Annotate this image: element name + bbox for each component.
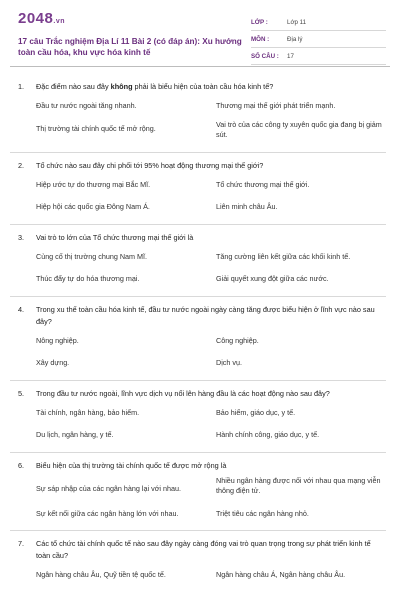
answer-option[interactable]: Sự sáp nhập của các ngân hàng lại với nhau. (36, 483, 181, 493)
question-list (10, 74, 386, 592)
question-text: Trong xu thế toàn cầu hóa kinh tế, đầu tư nước ngoài ngày càng tăng được biểu hiện ở lĩnh vực nào sau đây? (36, 304, 375, 326)
question-3 (10, 225, 386, 297)
answer-option[interactable]: Vai trò của các công ty xuyên quốc gia đang bị giảm sút. (216, 119, 382, 139)
question-number: 4. (18, 304, 25, 314)
question-head (10, 460, 386, 472)
question-head (10, 304, 386, 328)
question-text-part: Đặc điểm nào sau đây (36, 82, 111, 91)
question-1 (10, 74, 386, 153)
logo-suffix: .vn (53, 18, 65, 25)
question-number: 7. (18, 539, 25, 548)
options (36, 176, 386, 221)
options (36, 248, 386, 293)
meta-row-class (251, 14, 386, 31)
options (36, 404, 386, 449)
page-title: 17 câu Trắc nghiệm Địa Lí 11 Bài 2 (có đáp án): Xu hướng toàn cầu hóa, khu vực hóa kinh tế (18, 37, 242, 57)
question-number: 6. (18, 460, 25, 470)
answer-option[interactable]: Triệt tiêu các ngân hàng nhỏ. (216, 508, 309, 518)
question-head (10, 160, 386, 172)
question-text (36, 81, 386, 93)
question-text: Tổ chức nào sau đây chi phối tới 95% hoạt động thương mại thế giới? (36, 160, 264, 170)
meta-row-count (251, 48, 386, 65)
question-number: 3. (18, 232, 25, 242)
options (36, 566, 386, 589)
answer-option[interactable]: Du lịch, ngân hàng, y tế. (36, 430, 114, 439)
meta-value: Địa lý (287, 35, 303, 43)
meta-value: 17 (287, 52, 294, 60)
answer-option[interactable]: Dịch vụ. (216, 358, 242, 367)
answer-option[interactable]: Thị trường tài chính quốc tế mở rộng. (36, 123, 156, 133)
header (0, 0, 400, 65)
answer-option[interactable]: Hiệp ước tự do thương mại Bắc Mĩ. (36, 179, 151, 189)
options (36, 332, 386, 377)
question-5 (10, 381, 386, 453)
question-head (10, 81, 386, 93)
question-head (10, 388, 386, 400)
meta-label: SỐ CÂU : (251, 52, 279, 60)
answer-option[interactable]: Tăng cường liên kết giữa các khối kinh tế. (216, 251, 351, 261)
answer-option[interactable]: Sự kết nối giữa các ngân hàng lớn với nhau. (36, 508, 179, 518)
answer-option[interactable]: Thúc đẩy tự do hóa thương mại. (36, 274, 140, 283)
answer-option[interactable]: Tài chính, ngân hàng, bảo hiểm. (36, 407, 140, 417)
question-head (10, 232, 386, 244)
question-6 (10, 453, 386, 532)
question-text-emphasis: không (110, 82, 133, 91)
answer-option[interactable]: Thương mại thế giới phát triển mạnh. (216, 101, 336, 110)
meta-table (251, 14, 386, 65)
question-number: 5. (18, 388, 25, 398)
answer-option[interactable]: Đầu tư nước ngoài tăng nhanh. (36, 101, 137, 110)
question-number: 2. (18, 160, 25, 170)
answer-option[interactable]: Tổ chức thương mại thế giới. (216, 179, 310, 189)
question-text: Vai trò to lớn của Tổ chức thương mại thế giới là (36, 232, 194, 242)
meta-label: MÔN : (251, 35, 270, 43)
answer-option[interactable]: Hành chính công, giáo dục, y tế. (216, 430, 320, 439)
answer-option[interactable]: Liên minh châu Âu. (216, 202, 278, 211)
question-7 (10, 531, 386, 592)
answer-option[interactable]: Công nghiệp. (216, 335, 259, 345)
logo-main: 2048 (18, 10, 54, 27)
answer-option[interactable]: Giải quyết xung đột giữa các nước. (216, 274, 329, 283)
question-text: Các tổ chức tài chính quốc tế nào sau đây ngày càng đóng vai trò quan trọng trong sự phát triển kinh tế toàn cầu? (36, 539, 371, 560)
meta-row-subject (251, 31, 386, 48)
question-text: Trong đầu tư nước ngoài, lĩnh vực dịch vụ nổi lên hàng đầu là các hoạt động nào sau đây? (36, 388, 330, 398)
answer-option[interactable]: Nhiều ngân hàng được nối với nhau qua mạng viễn thông điện tử. (216, 475, 381, 495)
options (36, 97, 386, 149)
question-number: 1. (18, 82, 25, 91)
question-2 (10, 153, 386, 225)
question-head (10, 538, 386, 562)
answer-option[interactable]: Bảo hiểm, giáo dục, y tế. (216, 407, 296, 417)
answer-option[interactable]: Củng cố thị trường chung Nam Mĩ. (36, 251, 147, 261)
question-4 (10, 297, 386, 381)
answer-option[interactable]: Hiệp hội các quốc gia Đông Nam Á. (36, 202, 150, 211)
question-text-part: phải là biểu hiện của toàn cầu hóa kinh tế? (132, 82, 274, 91)
answer-option[interactable]: Ngân hàng châu Á, Ngân hàng châu Âu. (216, 570, 346, 579)
answer-option[interactable]: Ngân hàng châu Âu, Quỹ tiền tệ quốc tế. (36, 570, 166, 579)
question-text: Biểu hiện của thị trường tài chính quốc tế được mở rộng là (36, 460, 227, 470)
answer-option[interactable]: Xây dựng. (36, 358, 70, 367)
header-left (18, 10, 243, 65)
site-logo[interactable] (18, 10, 243, 30)
meta-value: Lớp 11 (287, 18, 307, 26)
header-divider (10, 66, 390, 67)
answer-option[interactable]: Nông nghiệp. (36, 335, 79, 345)
options (36, 476, 386, 528)
meta-label: LỚP : (251, 18, 268, 26)
